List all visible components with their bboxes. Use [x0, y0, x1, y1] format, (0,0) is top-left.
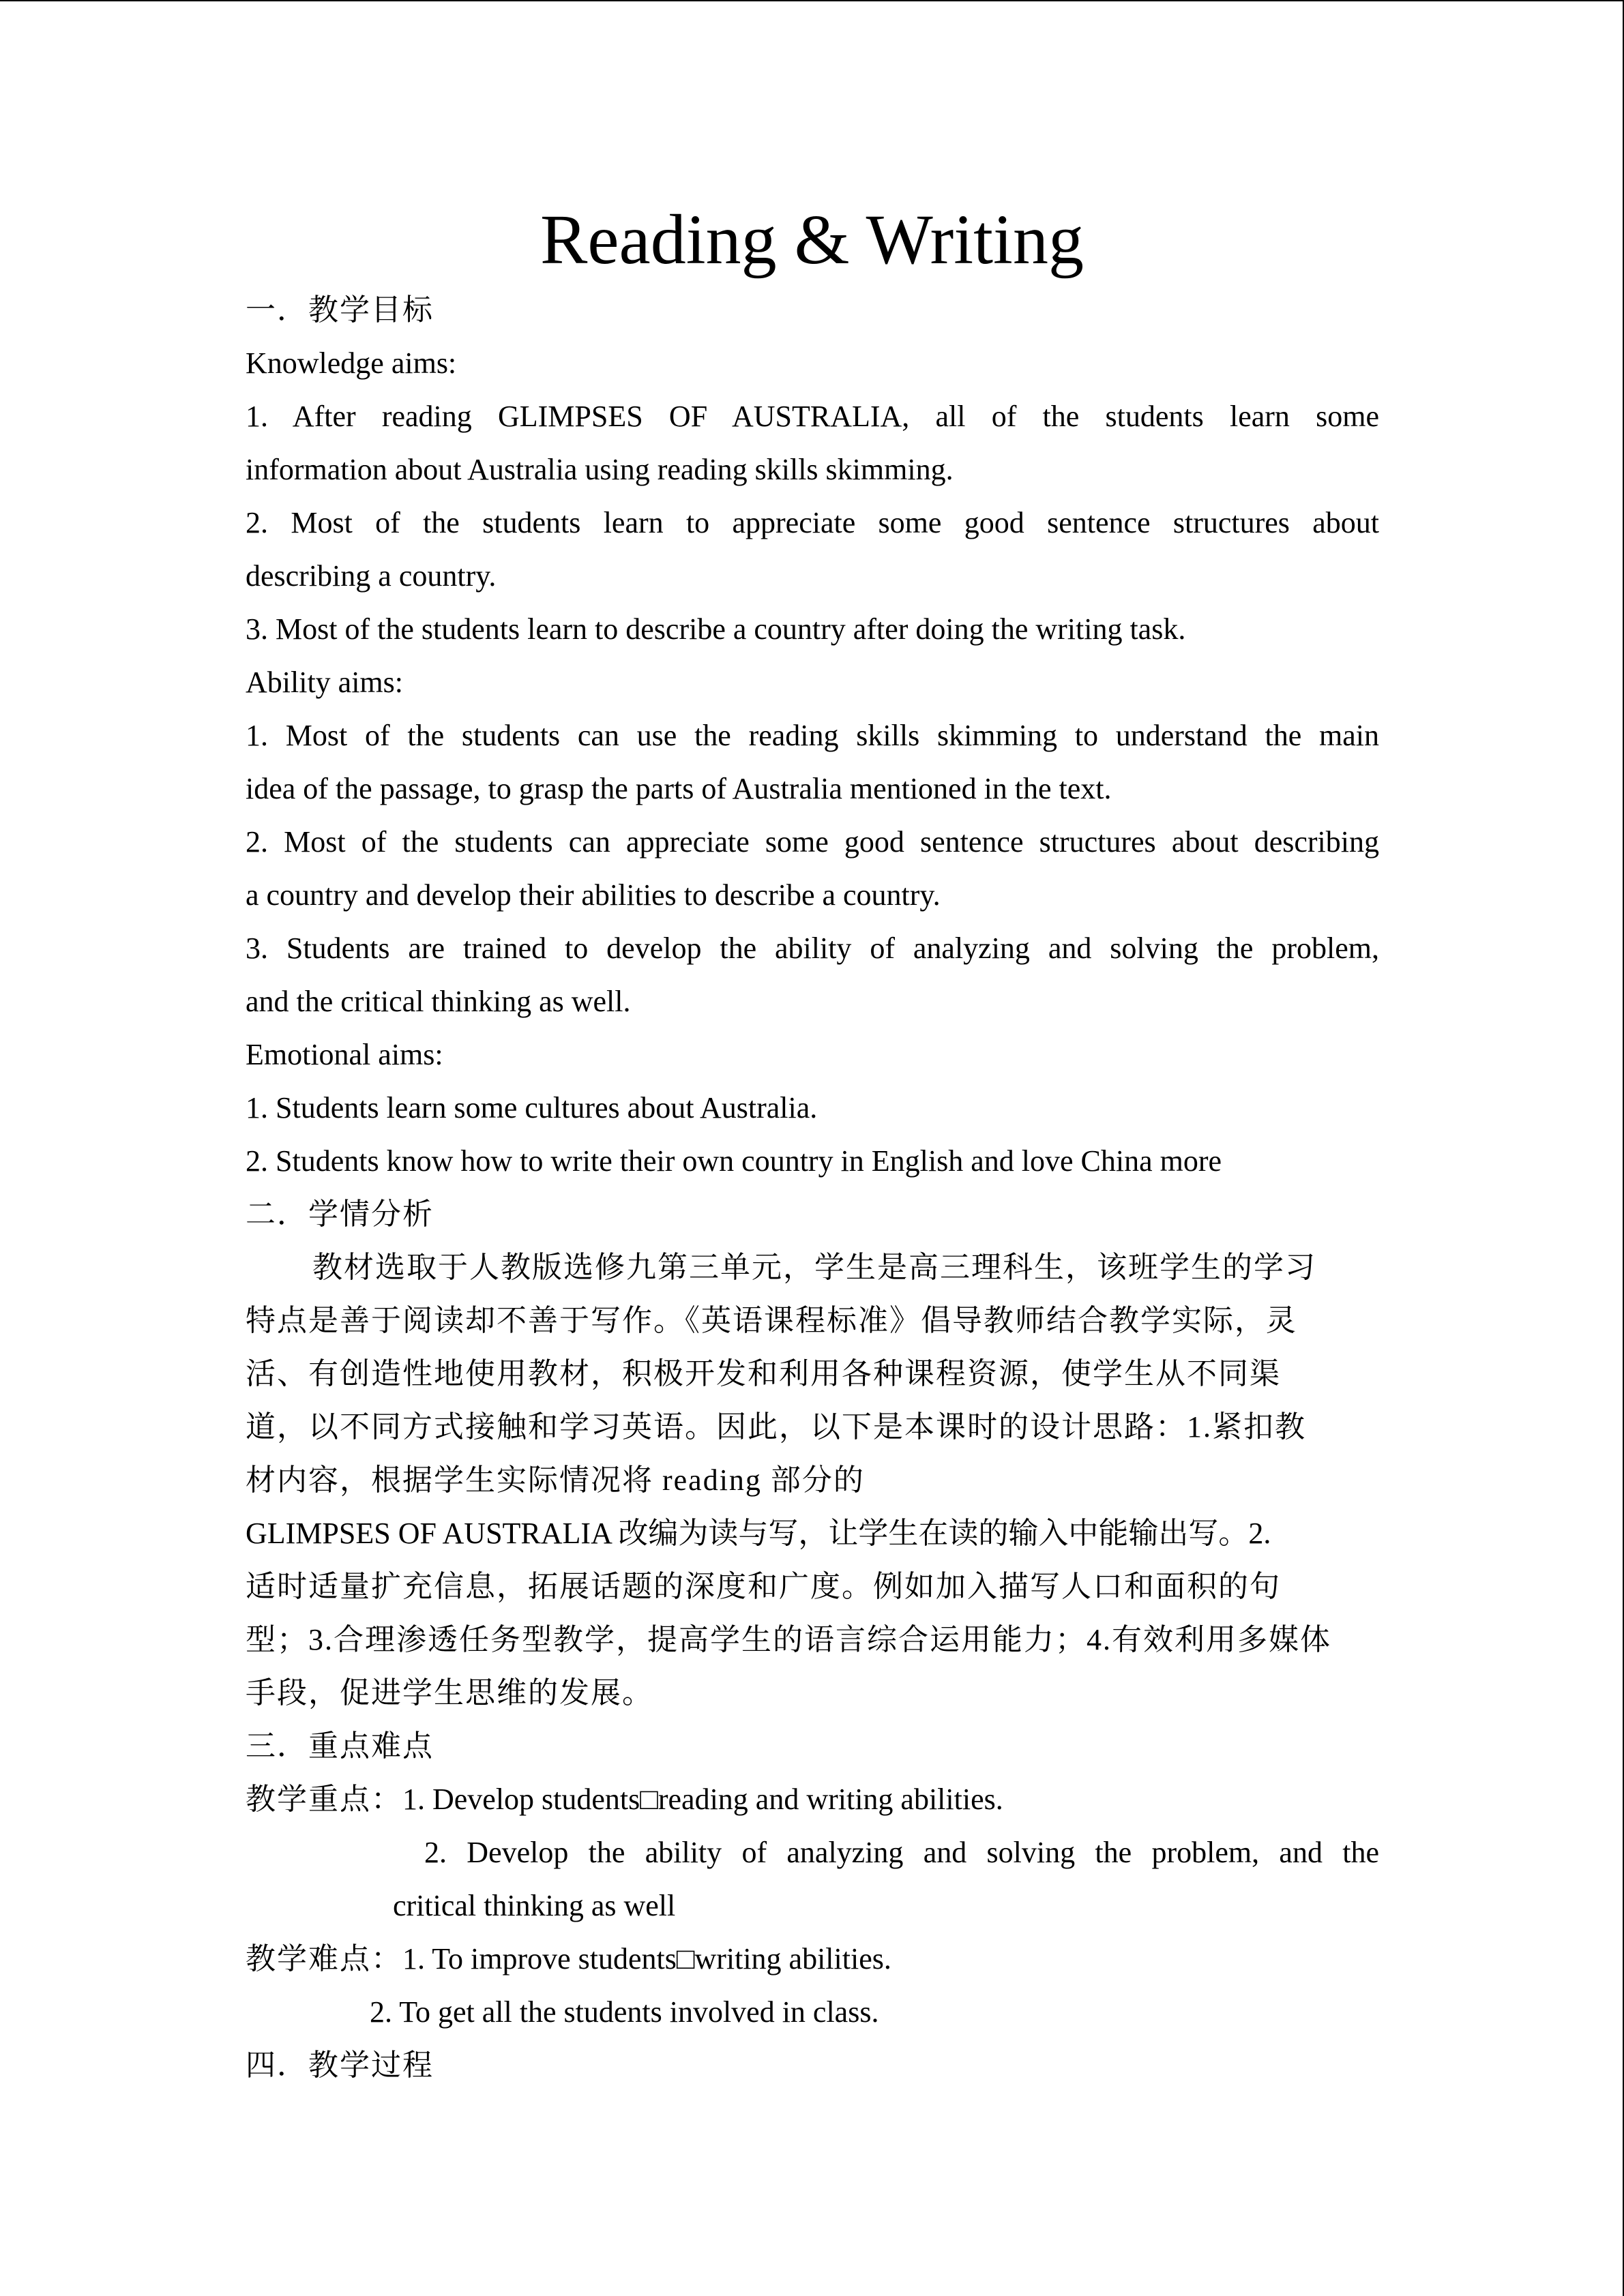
ability-aim-2a: 2. Most of the students can appreciate some good sentence structures about describing [246, 825, 1379, 859]
teaching-difficulty-item-1: 1. To improve students□writing abilities. [402, 1942, 891, 1976]
analysis-line: GLIMPSES OF AUSTRALIA 改编为读与写，让学生在读的输入中能输出写。2. [246, 1517, 1271, 1550]
analysis-line: 手段，促进学生思维的发展。 [246, 1676, 653, 1710]
section-heading-key-points: 三．重点难点 [246, 1729, 434, 1763]
emotional-aim-2: 2. Students know how to write their own country in English and love China more [246, 1144, 1222, 1178]
teaching-focus-item-2b: critical thinking as well [393, 1889, 676, 1922]
ability-aim-3b: and the critical thinking as well. [246, 985, 631, 1018]
section-heading-teaching-process: 四．教学过程 [246, 2048, 434, 2082]
analysis-line: 道，以不同方式接触和学习英语。因此，以下是本课时的设计思路：1.紧扣教 [246, 1410, 1306, 1444]
teaching-focus-row [246, 1773, 1379, 1826]
ability-aim-3a: 3. Students are trained to develop the ability of analyzing and solving the problem, [246, 931, 1379, 965]
section-heading-teaching-goals: 一．教学目标 [246, 293, 434, 327]
teaching-difficulty-row [246, 1933, 1379, 1986]
knowledge-aim-1a: 1. After reading GLIMPSES OF AUSTRALIA, all of the students learn some [246, 400, 1379, 433]
teaching-difficulty-label: 教学难点： [246, 1942, 402, 1976]
knowledge-aim-1b: information about Australia using reading skills skimming. [246, 453, 954, 486]
knowledge-aim-2b: describing a country. [246, 559, 497, 593]
ability-aims-label: Ability aims: [246, 666, 403, 699]
document-body [246, 284, 1379, 2092]
analysis-line: 材内容，根据学生实际情况将 reading 部分的 [246, 1463, 865, 1497]
analysis-line: 型；3.合理渗透任务型教学，提高学生的语言综合运用能力；4.有效利用多媒体 [246, 1623, 1331, 1656]
analysis-line: 特点是善于阅读却不善于写作。《英语课程标准》倡导教师结合教学实际，灵 [246, 1304, 1297, 1337]
ability-aim-1b: idea of the passage, to grasp the parts of Australia mentioned in the text. [246, 772, 1112, 805]
analysis-line: 教材选取于人教版选修九第三单元，学生是高三理科生，该班学生的学习 [312, 1251, 1316, 1284]
emotional-aim-1: 1. Students learn some cultures about Australia. [246, 1091, 818, 1124]
analysis-line: 活、有创造性地使用教材，积极开发和利用各种课程资源，使学生从不同渠 [246, 1357, 1281, 1390]
knowledge-aim-3: 3. Most of the students learn to describe a country after doing the writing task. [246, 612, 1186, 646]
analysis-line: 适时适量扩充信息，拓展话题的深度和广度。例如加入描写人口和面积的句 [246, 1570, 1281, 1603]
page-title: Reading & Writing [540, 200, 1084, 279]
knowledge-aim-2a: 2. Most of the students learn to appreciate some good sentence structures about [246, 506, 1379, 539]
ability-aim-1a: 1. Most of the students can use the reading skills skimming to understand the main [246, 719, 1379, 752]
knowledge-aims-label: Knowledge aims: [246, 346, 457, 380]
teaching-difficulty-item-2: 2. To get all the students involved in class. [370, 1995, 879, 2029]
ability-aim-2b: a country and develop their abilities to describe a country. [246, 878, 941, 912]
teaching-focus-item-2a: 2. Develop the ability of analyzing and solving the problem, and the [424, 1836, 1379, 1869]
teaching-focus-item-1: 1. Develop students□reading and writing abilities. [402, 1783, 1003, 1816]
section-heading-learner-analysis: 二．学情分析 [246, 1197, 434, 1231]
teaching-focus-label: 教学重点： [246, 1783, 402, 1816]
emotional-aims-label: Emotional aims: [246, 1038, 443, 1071]
